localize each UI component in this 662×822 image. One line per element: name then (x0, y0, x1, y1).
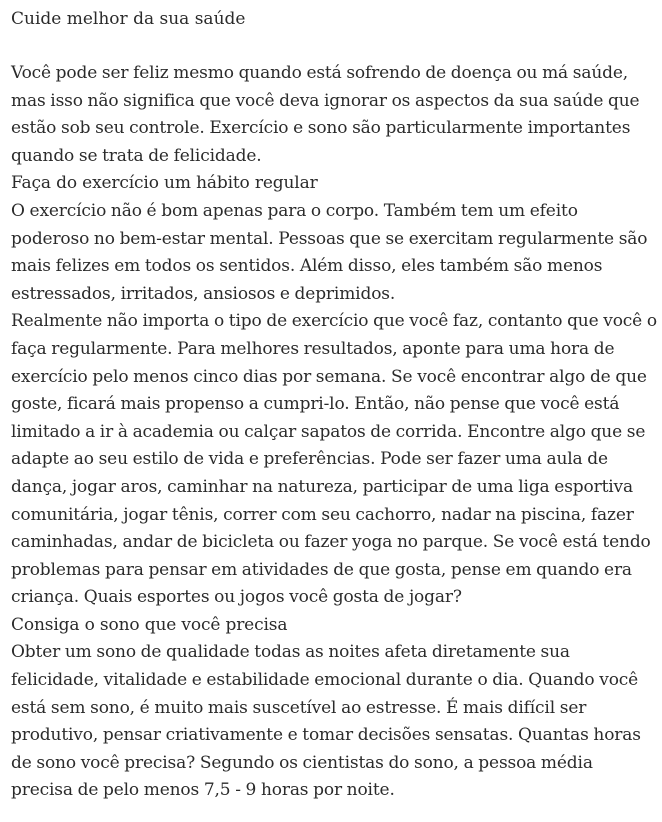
article-title: Cuide melhor da sua saúde (11, 9, 246, 29)
intro-paragraph: Você pode ser feliz mesmo quando está sofrendo de doença ou má saúde, mas isso não significa que você deva ignorar os aspectos da sua saúde que estão sob seu controle. Exercício e sono são particularmente importantes quando se trata de felicidade. (11, 63, 640, 166)
section-heading-sleep: Consiga o sono que você precisa (11, 614, 288, 635)
exercise-paragraph-2: Realmente não importa o tipo de exercício que você faz, contanto que você o faça regularmente. Para melhores resultados, aponte para uma hora de exercício pelo menos cinco dias por semana. Se você encontrar algo de que goste, ficará mais propenso a cumpri-lo. Então, não pense que você está limitado a ir à academia ou calçar sapatos de corrida. Encontre algo que se adapte ao seu estilo de vida e preferências. Pode ser fazer uma aula de dança, jogar aros, caminhar na natureza, participar de uma liga esportiva comunitária, jogar tênis, correr com seu cachorro, nadar na piscina, fazer caminhadas, andar de bicicleta ou fazer yoga no parque. Se você está tendo problemas para pensar em atividades de que gosta, pense em quando era criança. Quais esportes ou jogos você gosta de jogar? (11, 311, 657, 608)
section-heading-exercise: Faça do exercício um hábito regular (11, 173, 318, 194)
article (11, 0, 659, 805)
exercise-paragraph-1: O exercício não é bom apenas para o corpo. Também tem um efeito poderoso no bem-estar mental. Pessoas que se exercitam regularmente são mais felizes em todos os sentidos. Além disso, eles também são menos estressados, irritados, ansiosos e deprimidos. (11, 200, 648, 304)
sleep-paragraph-1: Obter um sono de qualidade todas as noites afeta diretamente sua felicidade, vitalidade e estabilidade emocional durante o dia. Quando você está sem sono, é muito mais suscetível ao estresse. É mais difícil ser produtivo, pensar criativamente e tomar decisões sensatas. Quantas horas de sono você precisa? Segundo os cientistas do sono, a pessoa média precisa de pelo menos 7,5 - 9 horas por noite. (11, 642, 641, 801)
